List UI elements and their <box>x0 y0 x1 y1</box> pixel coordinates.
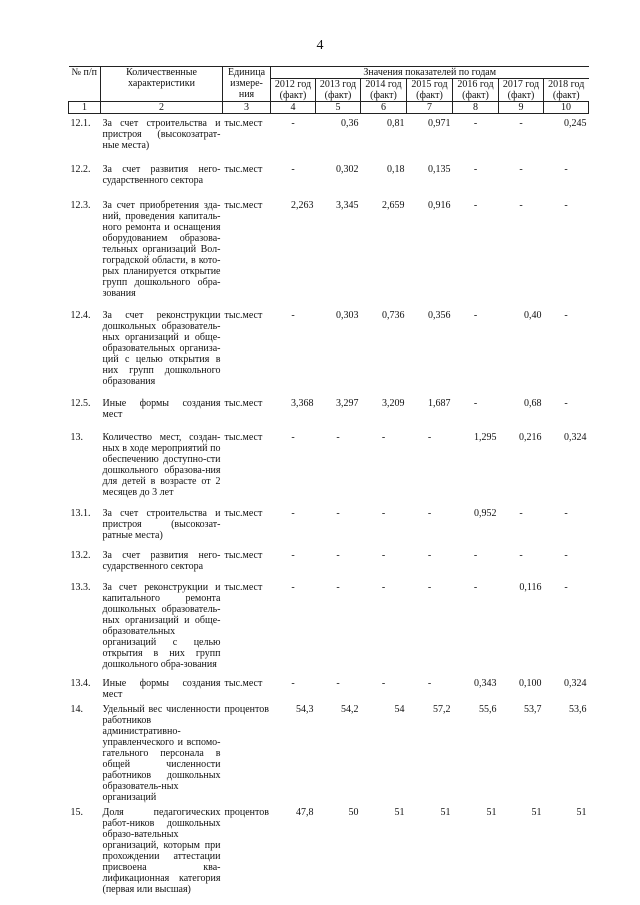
column-number: 1 <box>69 102 101 114</box>
row-value: 0,356 <box>428 309 451 321</box>
row-value: - <box>473 549 478 561</box>
table-row <box>69 504 589 546</box>
row-number: 13.1. <box>70 507 91 519</box>
row-value: - <box>564 199 568 211</box>
column-number: 2 <box>101 102 223 114</box>
column-number: 9 <box>499 102 544 114</box>
row-value: - <box>381 549 386 561</box>
row-unit: тыс.мест <box>224 581 263 593</box>
column-number: 5 <box>316 102 361 114</box>
row-value: - <box>564 163 568 175</box>
header-year-group: Значения показателей по годам <box>271 67 589 79</box>
row-number: 12.1. <box>70 118 91 129</box>
header-year-3 <box>361 79 407 102</box>
row-description: Удельный вес численности работников административно-управленческого и вспомо-гательного персонала в общей численности работников дошкольных образователь-ных организаций <box>102 703 221 803</box>
row-value: - <box>473 581 478 593</box>
row-description: За счет строительства и пристроя (высокозат-ратные места) <box>102 507 221 541</box>
row-value: 51 <box>531 806 542 818</box>
row-number: 12.4. <box>70 309 91 321</box>
column-number: 10 <box>544 102 589 114</box>
header-unit: Единица измере-ния <box>223 67 271 102</box>
header-year-7 <box>544 79 589 102</box>
row-value: - <box>564 397 568 409</box>
row-number: 13.4. <box>70 677 91 689</box>
row-value: 3,368 <box>291 397 314 409</box>
header-year-4 <box>407 79 453 102</box>
row-description: Иные формы создания мест <box>102 677 221 700</box>
header-year-6 <box>499 79 544 102</box>
header-num: № п/п <box>69 67 101 102</box>
row-value: - <box>473 118 478 129</box>
row-value: 3,297 <box>336 397 359 409</box>
row-value: 2,263 <box>291 199 314 211</box>
row-value: 54 <box>394 703 405 715</box>
row-value: 0,916 <box>428 199 451 211</box>
row-value: 57,2 <box>433 703 451 715</box>
row-value: - <box>473 199 478 211</box>
row-unit: процентов <box>224 806 269 818</box>
row-value: - <box>291 118 295 129</box>
row-number: 15. <box>70 806 83 818</box>
row-value: - <box>427 581 432 593</box>
row-value: 0,245 <box>564 118 587 129</box>
row-unit: тыс.мест <box>224 507 263 519</box>
row-value: 1,295 <box>474 431 497 443</box>
row-value: - <box>519 118 523 129</box>
row-value: - <box>381 507 386 519</box>
row-value: - <box>473 309 478 321</box>
row-value: - <box>381 677 386 689</box>
row-unit: тыс.мест <box>224 163 263 175</box>
row-value: - <box>473 163 478 175</box>
row-value: 47,8 <box>296 806 314 818</box>
header-year-2 <box>316 79 361 102</box>
row-value: 0,736 <box>382 309 405 321</box>
row-value: - <box>564 507 568 519</box>
row-value: 51 <box>440 806 451 818</box>
row-value: 54,3 <box>296 703 314 715</box>
row-value: - <box>427 431 432 443</box>
row-number: 13.3. <box>70 581 91 593</box>
row-value: 0,343 <box>474 677 497 689</box>
row-value: 0,135 <box>428 163 451 175</box>
table-row <box>69 803 589 895</box>
row-value: 3,209 <box>382 397 405 409</box>
table-row <box>69 160 589 196</box>
row-value: - <box>381 581 386 593</box>
row-value: - <box>519 507 523 519</box>
row-unit: тыс.мест <box>224 118 263 129</box>
row-value: - <box>291 431 295 443</box>
row-unit: тыс.мест <box>224 199 263 211</box>
header-year-label: 2016 год <box>457 79 494 90</box>
row-description: За счет приобретения зда-ний, проведения капиталь-ного ремонта и оснащения оборудованием образова-тельных организаций Вол-гоградской области, в кото-рых планируется открытие групп дошкольного обра-зования <box>102 199 221 299</box>
row-value: - <box>519 199 523 211</box>
row-unit: тыс.мест <box>224 549 263 561</box>
header-year-note: (факт) <box>279 90 307 101</box>
row-value: 0,100 <box>519 677 542 689</box>
row-value: 1,687 <box>428 397 451 409</box>
row-value: 0,18 <box>387 163 405 175</box>
row-value: - <box>336 431 340 443</box>
row-value: 50 <box>348 806 359 818</box>
row-value: - <box>336 581 340 593</box>
header-year-label: 2013 год <box>319 79 357 90</box>
row-value: - <box>564 549 568 561</box>
table-row <box>69 674 589 700</box>
header-year-label: 2015 год <box>411 79 448 90</box>
row-value: 51 <box>394 806 405 818</box>
row-number: 14. <box>70 703 83 715</box>
header-description: Количественные характеристики <box>101 67 223 102</box>
row-value: - <box>336 677 340 689</box>
row-unit: тыс.мест <box>224 431 263 443</box>
column-number: 7 <box>407 102 453 114</box>
row-value: 0,36 <box>341 118 359 129</box>
table-row <box>69 394 589 428</box>
row-value: 53,6 <box>569 703 587 715</box>
row-number: 12.2. <box>70 163 91 175</box>
row-value: - <box>291 507 295 519</box>
row-value: 53,7 <box>524 703 542 715</box>
row-description: Количество мест, создан-ных в ходе мероприятий по обеспечению доступно-сти дошкольного образова-ния для детей в возрасте от 2 месяцев до 3 лет <box>102 431 221 498</box>
row-unit: тыс.мест <box>224 309 263 321</box>
row-value: - <box>564 581 568 593</box>
row-number: 13. <box>70 431 83 443</box>
row-value: - <box>291 677 295 689</box>
row-value: 3,345 <box>336 199 359 211</box>
table-row <box>69 196 589 306</box>
row-value: - <box>427 507 432 519</box>
row-unit: тыс.мест <box>224 397 263 409</box>
header-year-note: (факт) <box>462 90 489 101</box>
page-number: 4 <box>316 38 324 53</box>
row-value: 0,303 <box>336 309 359 321</box>
row-value: - <box>381 431 386 443</box>
row-value: 0,216 <box>519 431 542 443</box>
row-value: - <box>427 549 432 561</box>
row-value: - <box>291 581 295 593</box>
row-value: 0,116 <box>519 581 542 593</box>
row-value: 55,6 <box>479 703 497 715</box>
row-unit: тыс.мест <box>224 677 263 689</box>
row-description: За счет строительства и пристроя (высокозатрат-ные места) <box>102 118 221 151</box>
row-value: 0,68 <box>524 397 542 409</box>
row-value: - <box>291 549 295 561</box>
row-value: - <box>473 397 478 409</box>
header-year-label: 2017 год <box>502 79 540 90</box>
column-number: 4 <box>271 102 316 114</box>
table-row <box>69 306 589 394</box>
row-unit: процентов <box>224 703 269 715</box>
header-year-label: 2014 год <box>365 79 402 90</box>
indicators-table <box>68 66 589 895</box>
row-description: Доля педагогических работ-ников дошкольных образо-вательных организаций, которым при прохождении аттестации присвоена ква-лификационная категория (первая или высшая) <box>102 806 221 895</box>
row-value: - <box>427 677 432 689</box>
row-value: 0,81 <box>387 118 405 129</box>
row-value: 0,40 <box>524 309 542 321</box>
row-description: За счет развития него-сударственного сектора <box>102 163 221 186</box>
row-value: - <box>336 507 340 519</box>
column-number: 6 <box>361 102 407 114</box>
table-row <box>69 428 589 504</box>
column-number: 3 <box>223 102 271 114</box>
row-value: - <box>564 309 568 321</box>
row-number: 12.5. <box>70 397 91 409</box>
row-value: 0,952 <box>474 507 497 519</box>
row-description: За счет развития него-сударственного сектора <box>102 549 221 572</box>
row-number: 13.2. <box>70 549 91 561</box>
row-value: 54,2 <box>341 703 359 715</box>
table-row <box>69 114 589 160</box>
row-value: - <box>519 163 523 175</box>
row-value: 51 <box>486 806 497 818</box>
row-value: - <box>336 549 340 561</box>
header-year-note: (факт) <box>416 90 443 101</box>
row-description: За счет реконструкции дошкольных образователь-ных организаций и обще-образовательных организа-ций с целью открытия в них групп дошкольного образования <box>102 309 221 387</box>
row-value: 0,324 <box>564 431 587 443</box>
header-year-note: (факт) <box>370 90 397 101</box>
row-value: 0,302 <box>336 163 359 175</box>
row-value: 0,971 <box>428 118 451 129</box>
header-year-label: 2018 год <box>548 79 585 90</box>
table-row <box>69 700 589 803</box>
row-value: - <box>291 309 295 321</box>
header-year-1 <box>271 79 316 102</box>
header-year-label: 2012 год <box>274 79 312 90</box>
row-description: За счет реконструкции и капитального ремонта дошкольных образователь-ных организаций и обще-образовательных организаций с целью открытия в них групп дошкольного обра-зования <box>102 581 221 670</box>
row-value: 51 <box>576 806 587 818</box>
row-value: - <box>519 549 523 561</box>
header-year-note: (факт) <box>552 90 580 101</box>
header-year-5 <box>453 79 499 102</box>
row-number: 12.3. <box>70 199 91 211</box>
row-value: 2,659 <box>382 199 405 211</box>
header-year-note: (факт) <box>324 90 352 101</box>
header-year-note: (факт) <box>507 90 535 101</box>
row-value: 0,324 <box>564 677 587 689</box>
row-value: - <box>291 163 295 175</box>
row-description: Иные формы создания мест <box>102 397 221 420</box>
table-row <box>69 546 589 578</box>
column-number: 8 <box>453 102 499 114</box>
table-row <box>69 578 589 674</box>
